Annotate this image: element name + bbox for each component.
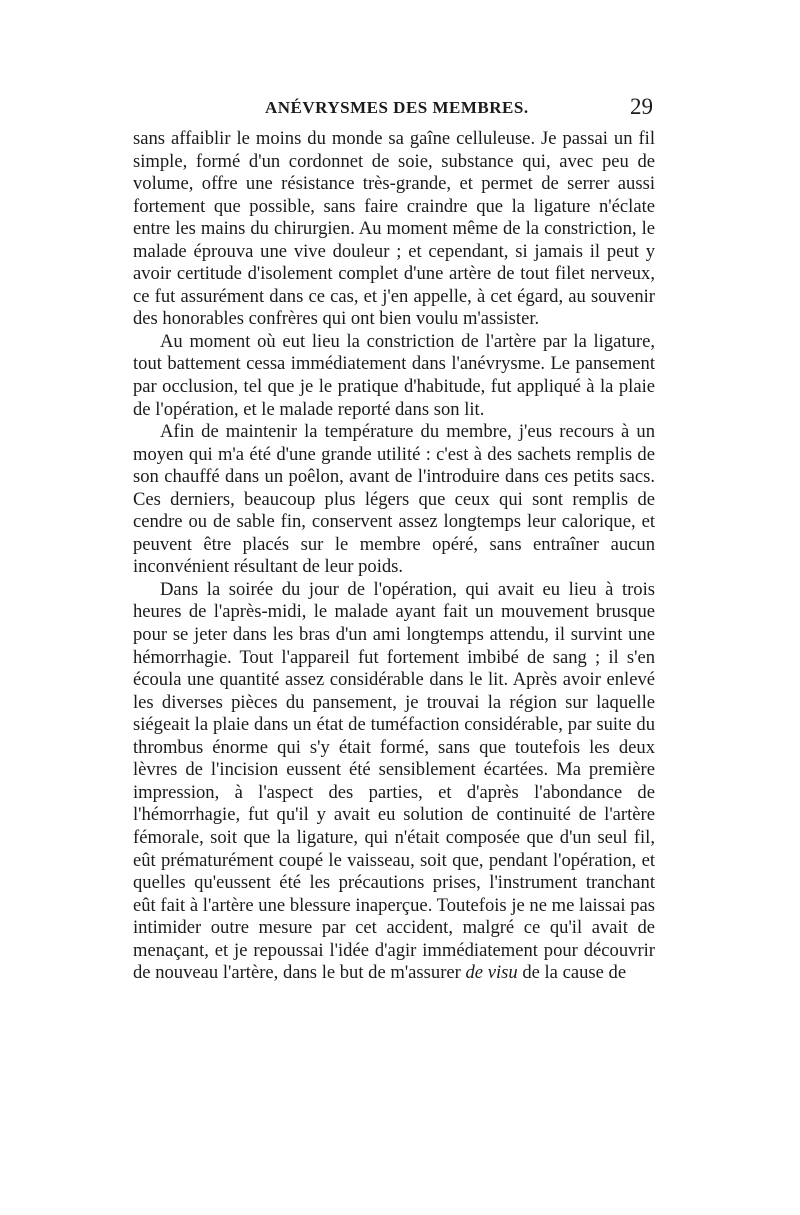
running-title: ANÉVRYSMES DES MEMBRES. (265, 98, 529, 117)
paragraph-4-text: Dans la soirée du jour de l'opération, qui avait eu lieu à trois heures de l'après-midi, le malade ayant fait un mouvement brusque pour se jeter dans les bras d'un ami longtemps attendu, il survint une hémorrhagie. Tout l'appareil fut fortement imbibé de sang ; il s'en écoula une quantité assez considérable dans le lit. Après avoir enlevé les diverses pièces du pansement, je trouvai la région sur laquelle siégeait la plaie dans un état de tuméfaction considérable, par suite du thrombus énorme qui s'y était formé, sans que toutefois les deux lèvres de l'incision eussent été sensiblement écartées. Ma première impression, à l'aspect des parties, et d'après l'abondance de l'hémorrhagie, fut qu'il y avait eu solution de continuité de l'artère fémorale, soit que la ligature, qui n'était composée que d'un seul fil, eût prématurément coupé le vaisseau, soit que, pendant l'opération, et quelles qu'eussent été les précautions prises, l'instrument tranchant eût fait à l'artère une blessure inaperçue. Toutefois je ne me laissai pas intimider outre mesure par cet accident, malgré ce qu'il avait de menaçant, et je repoussai l'idée d'agir immédiatement pour découvrir de nouveau l'artère, dans le but de m'assurer (133, 578, 655, 984)
paragraph-3: Afin de maintenir la température du membre, j'eus recours à un moyen qui m'a été d'une grande utilité : c'est à des sachets remplis de son chauffé dans un poêlon, avant de l'introduire dans ces petits sacs. Ces derniers, beaucoup plus légers que ceux qui sont remplis de cendre ou de sable fin, conservent assez longtemps leur calorique, et peuvent être placés sur le membre opéré, sans entraîner aucun inconvénient résultant de leur poids. (133, 421, 655, 578)
paragraph-4-text-after: de la cause de (522, 962, 627, 984)
paragraph-1: sans affaiblir le moins du monde sa gaîne celluleuse. Je passai un fil simple, formé d'un cordonnet de soie, substance qui, avec peu de volume, offre une résistance très-grande, et permet de serrer aussi fortement que possible, sans faire craindre que la ligature n'éclate entre les mains du chirurgien. Au moment même de la constriction, le malade éprouva une vive douleur ; et cependant, si jamais il peut y avoir certitude d'isolement complet d'une artère de tout filet nerveux, ce fut assurément dans ce cas, et j'en appelle, à cet égard, au souvenir des honorables confrères qui ont bien voulu m'assister. (133, 128, 655, 330)
paragraph-4-italic: de visu (465, 962, 518, 984)
paragraph-2: Au moment où eut lieu la constriction de l'artère par la ligature, tout battement cessa immédiatement dans l'anévrysme. Le pansement par occlusion, tel que je le pratique d'habitude, fut appliqué à la plaie de l'opération, et le malade reporté dans son lit. (133, 330, 655, 420)
paragraph-4 (133, 579, 655, 985)
page-header (133, 94, 653, 124)
body-text (133, 128, 655, 985)
page-number: 29 (630, 94, 653, 119)
